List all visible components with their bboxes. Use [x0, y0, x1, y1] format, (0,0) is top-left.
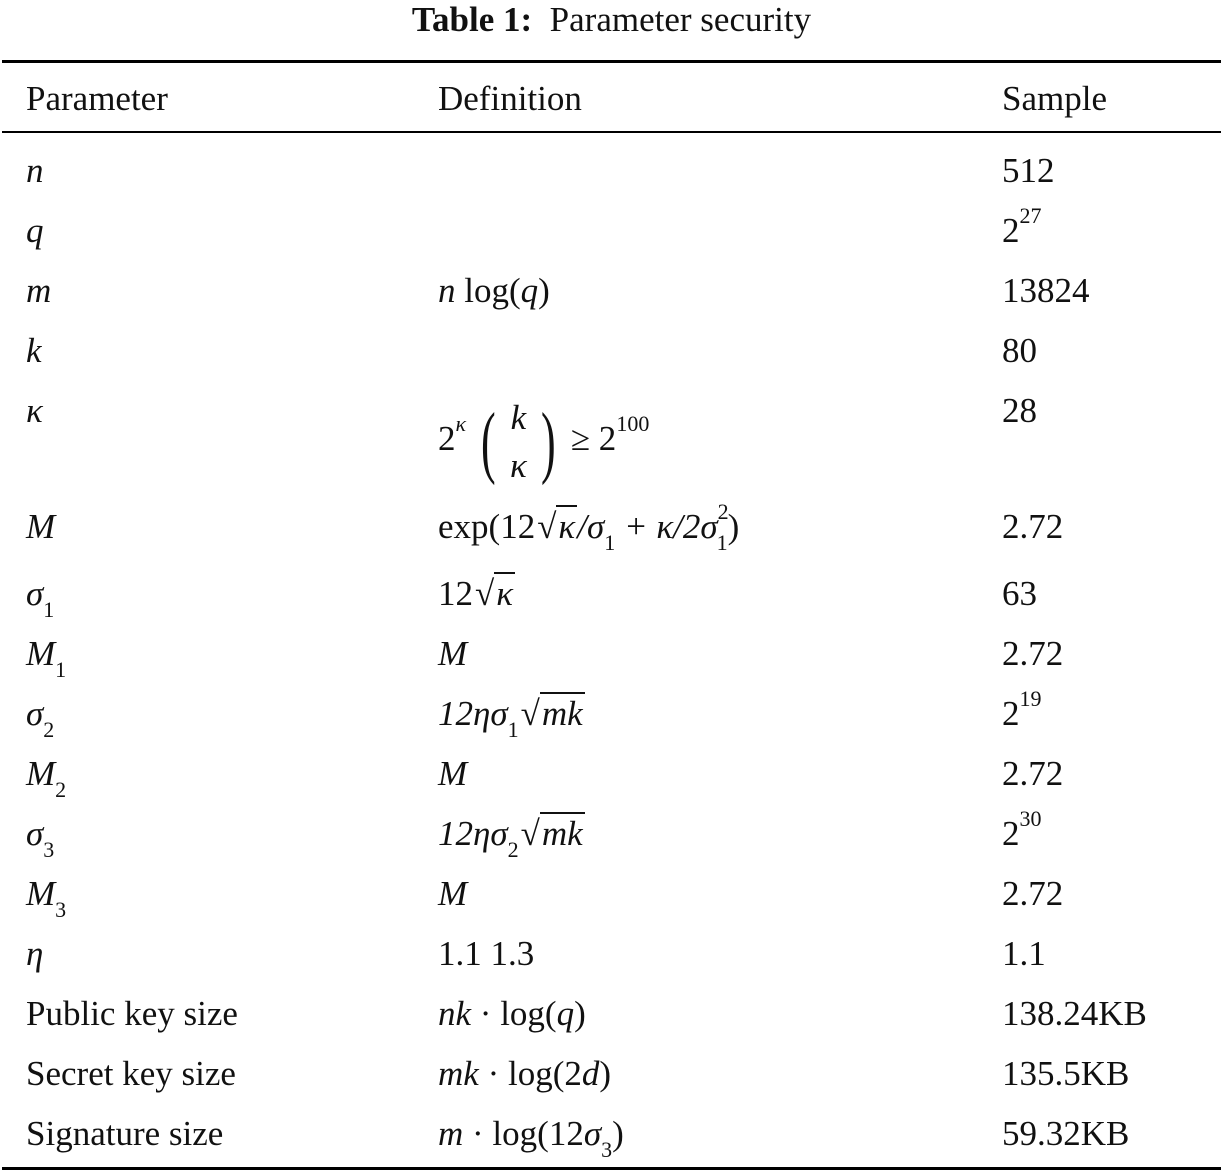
param-cell: κ — [26, 391, 43, 430]
param-cell: $\sigma_2$ — [26, 694, 55, 742]
definition-cell: $\exp(12√\kappa/\sigma_1 + \kappa/2\sigma^2_1)$ — [438, 499, 740, 555]
table-row — [0, 327, 1223, 375]
definition-cell: M — [438, 634, 468, 673]
sample-cell: 512 — [1002, 151, 1055, 190]
sample-cell: 2.72 — [1002, 874, 1064, 913]
top-rule — [2, 60, 1221, 63]
sample-cell: 135.5KB — [1002, 1054, 1130, 1093]
table-row — [0, 930, 1223, 978]
sample-cell: 28 — [1002, 391, 1037, 430]
definition-cell: nk · log(q) — [438, 994, 586, 1033]
definition-cell: $m \cdot \log(12\sigma_3)$ — [438, 1114, 624, 1162]
definition-cell: 12√κ — [438, 574, 514, 613]
table-row — [0, 499, 1223, 555]
table-row — [0, 1050, 1223, 1098]
definition-cell: n log(q) — [438, 271, 550, 310]
param-cell: n — [26, 151, 44, 190]
table-caption — [0, 0, 1223, 40]
param-cell: Signature size — [26, 1114, 224, 1153]
table-row — [0, 267, 1223, 315]
param-cell: $\sigma_1$ — [26, 574, 55, 622]
param-cell: $M_2$ — [26, 754, 67, 802]
table-row — [0, 203, 1223, 255]
param-cell: q — [26, 211, 44, 250]
bottom-rule — [2, 1167, 1221, 1170]
table-row — [0, 1110, 1223, 1162]
sample-cell: 13824 — [1002, 271, 1090, 310]
definition-cell: $12\eta\sigma_2√mk$ — [438, 814, 583, 862]
definition-cell: $2^\kappa$ ( k κ ) ≥ $2^{100}$ — [438, 391, 649, 490]
definition-cell: $12\eta\sigma_1√mk$ — [438, 694, 583, 742]
sample-cell: $2^{30}$ — [1002, 806, 1042, 853]
table-row — [0, 750, 1223, 802]
param-cell: Secret key size — [26, 1054, 236, 1093]
table-row — [0, 990, 1223, 1038]
header-rule — [2, 131, 1221, 133]
sample-cell: 1.1 — [1002, 934, 1046, 973]
table-row — [0, 870, 1223, 922]
sample-cell: 2.72 — [1002, 507, 1064, 546]
table-row — [0, 806, 1223, 862]
table-row — [0, 630, 1223, 682]
param-cell: Public key size — [26, 994, 238, 1033]
param-cell: k — [26, 331, 42, 370]
param-cell: $M_1$ — [26, 634, 67, 682]
binomial: ( k κ ) — [480, 397, 557, 486]
table-row — [0, 686, 1223, 742]
sample-cell: $2^{19}$ — [1002, 686, 1042, 733]
param-cell: $M_3$ — [26, 874, 67, 922]
table-row — [0, 387, 1223, 497]
sample-cell: 80 — [1002, 331, 1037, 370]
definition-cell: M — [438, 874, 468, 913]
sample-cell: 2.72 — [1002, 754, 1064, 793]
param-cell: M — [26, 507, 56, 546]
sample-cell: $2^{27}$ — [1002, 203, 1042, 250]
header-parameter: Parameter — [26, 79, 168, 118]
sample-cell: 63 — [1002, 574, 1037, 613]
caption-title: Parameter security — [549, 0, 812, 39]
table-header — [0, 74, 1223, 124]
header-definition: Definition — [438, 79, 582, 118]
definition-cell: M — [438, 754, 468, 793]
definition-cell: mk · log(2d) — [438, 1054, 612, 1093]
sample-cell: 2.72 — [1002, 634, 1064, 673]
param-cell: m — [26, 271, 52, 310]
caption-label: Table 1: — [411, 0, 533, 39]
header-sample: Sample — [1002, 79, 1107, 118]
table-row — [0, 570, 1223, 622]
param-cell: $\sigma_3$ — [26, 814, 55, 862]
sample-cell: 138.24KB — [1002, 994, 1147, 1033]
sample-cell: 59.32KB — [1002, 1114, 1130, 1153]
table-row — [0, 147, 1223, 195]
definition-cell: 1.1 1.3 — [438, 934, 535, 973]
param-cell: η — [26, 934, 44, 973]
